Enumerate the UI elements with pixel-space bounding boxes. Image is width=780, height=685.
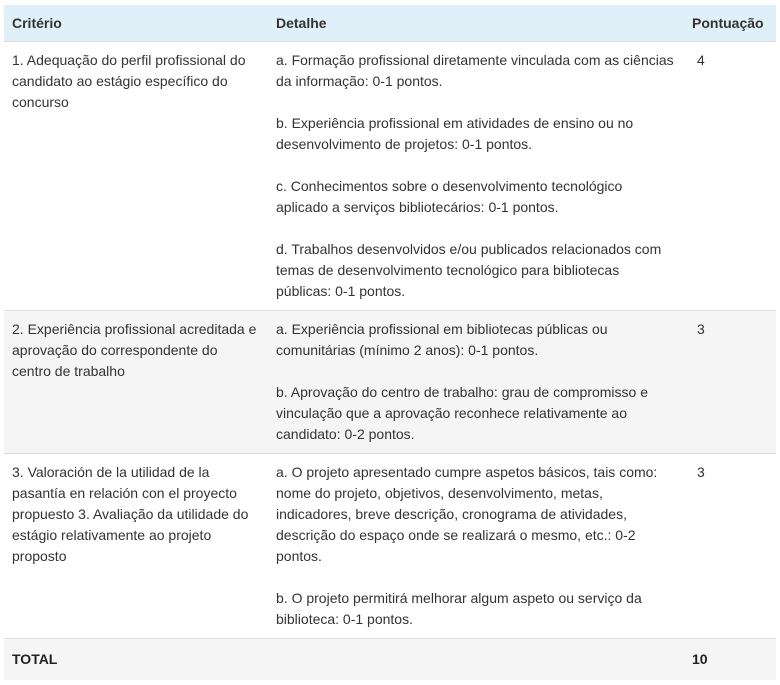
criterio-cell: 1. Adequação do perfil profissional do candidato ao estágio específico do concurso xyxy=(4,42,268,311)
detalhe-item: c. Conhecimentos sobre o desenvolvimento tecnológico aplicado a serviços bibliotecários: 0-1 pontos. xyxy=(276,178,623,215)
criterio-cell: 2. Experiência profissional acreditada e aprovação do correspondente do centro de trabalho xyxy=(4,311,268,454)
header-pontuacao: Pontuação xyxy=(684,5,776,42)
detalhe-item: b. Aprovação do centro de trabalho: grau de compromisso e vinculação que a aprovação reconhece relativamente ao candidato: 0-2 pontos. xyxy=(276,384,648,442)
detalhe-item: d. Trabalhos desenvolvidos e/ou publicados relacionados com temas de desenvolvimento tecnológico para bibliotecas públicas: 0-1 pontos. xyxy=(276,241,662,299)
table-row xyxy=(4,42,776,311)
total-row xyxy=(4,639,776,681)
scoring-table xyxy=(4,5,776,680)
table-row xyxy=(4,311,776,454)
table-header-row xyxy=(4,5,776,42)
pontuacao-cell: 3 xyxy=(684,454,776,639)
criterio-cell: 3. Valoración de la utilidad de la pasantía en relación con el proyecto propuesto 3. Avaliação da utilidade do estágio relativamente ao projeto proposto xyxy=(4,454,268,639)
detalhe-item: b. Experiência profissional em atividades de ensino ou no desenvolvimento de projetos: 0-1 pontos. xyxy=(276,115,634,152)
detalhe-cell xyxy=(268,311,684,454)
header-detalhe: Detalhe xyxy=(268,5,684,42)
pontuacao-cell: 3 xyxy=(684,311,776,454)
table-row xyxy=(4,454,776,639)
total-value: 10 xyxy=(684,639,776,681)
detalhe-item: a. O projeto apresentado cumpre aspetos básicos, tais como: nome do projeto, objetivos, desenvolvimento, metas, indicadores, breve descrição, cronograma de atividades, descrição do espaço onde se realizará o mesmo, etc.: 0-2 pontos. xyxy=(276,464,658,564)
total-spacer xyxy=(268,639,684,681)
detalhe-item: a. Experiência profissional em bibliotecas públicas ou comunitárias (mínimo 2 anos): 0-1 pontos. xyxy=(276,321,608,358)
detalhe-item: a. Formação profissional diretamente vinculada com as ciências da informação: 0-1 pontos. xyxy=(276,52,674,89)
total-label: TOTAL xyxy=(4,639,268,681)
detalhe-item: b. O projeto permitirá melhorar algum aspeto ou serviço da biblioteca: 0-1 pontos. xyxy=(276,590,642,627)
detalhe-cell xyxy=(268,42,684,311)
header-criterio: Critério xyxy=(4,5,268,42)
pontuacao-cell: 4 xyxy=(684,42,776,311)
detalhe-cell xyxy=(268,454,684,639)
